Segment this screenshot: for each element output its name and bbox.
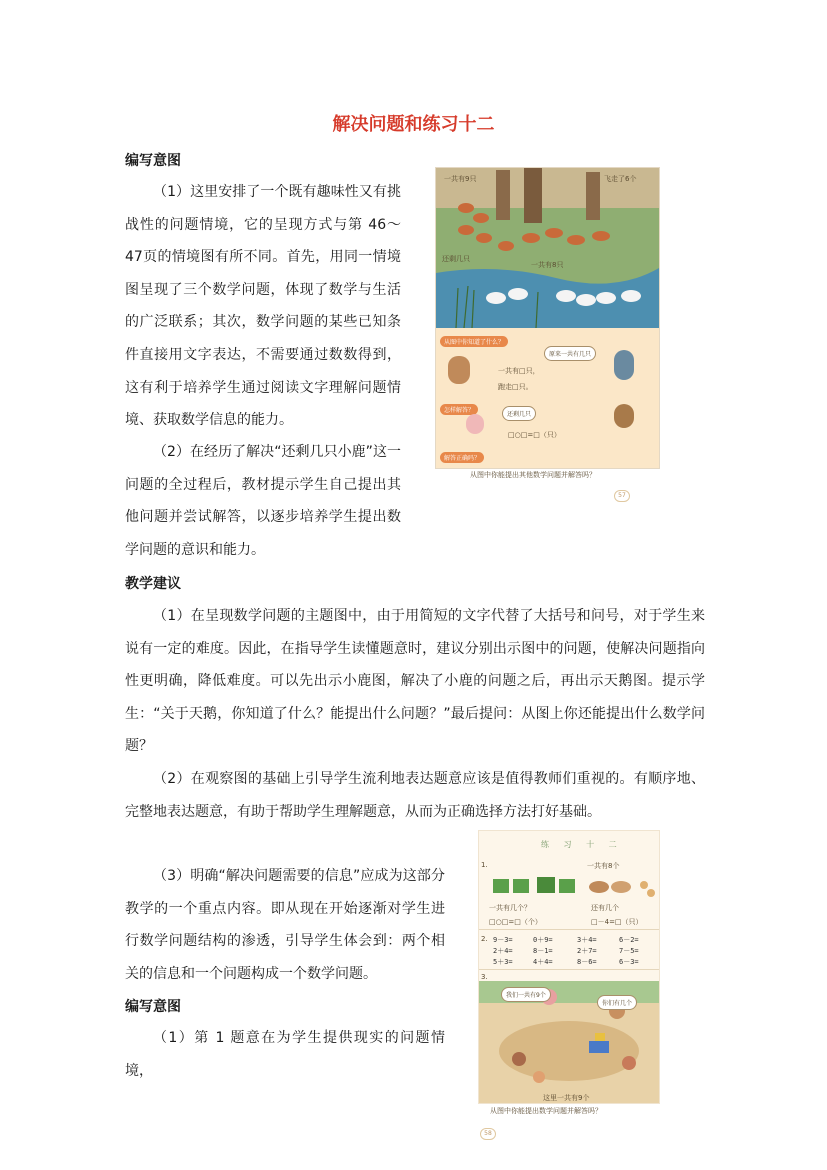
equation: 2＋4= bbox=[493, 947, 513, 955]
eq-gone: 跑走□只。 bbox=[498, 383, 533, 391]
figure2-question: 从图中你能提出数学问题并解答吗？ bbox=[490, 1107, 602, 1115]
student-avatar bbox=[614, 350, 634, 380]
equation: 5＋3= bbox=[493, 958, 513, 966]
equation: 8－1= bbox=[533, 947, 553, 955]
question-number: 3. bbox=[481, 973, 488, 981]
label-left: 还剩几只 bbox=[442, 255, 470, 263]
left-total: 一共有几个？ bbox=[489, 904, 531, 912]
section-heading-intent: 编写意图 bbox=[125, 153, 181, 169]
textbook-figure-deer-swans bbox=[435, 167, 660, 469]
paragraph: （1）这里安排了一个既有趣味性又有挑战性的问题情境，它的呈现方式与第 46～47页的情境图有所不同。首先，用同一情境图呈现了三个数学问题，体现了数学与生活的广泛联系；其次，数学问题的某些已知条件直接用文字表达，不需要通过数数得到，这有利于培养学生通过阅读文字理解问题情境、获取数学信息的能力。 bbox=[125, 184, 401, 429]
equation: 8－6= bbox=[577, 958, 597, 966]
paragraph: （2）在观察图的基础上引导学生流利地表达题意应该是值得教师们重视的。有顺序地、完整地表达题意，有助于帮助学生理解题意，从而为正确选择方法打好基础。 bbox=[125, 771, 705, 820]
sandbox-caption: 这里一共有9个 bbox=[543, 1094, 590, 1102]
right-q: 还有几个 bbox=[591, 904, 619, 912]
right-eq: □－4=□（只） bbox=[591, 918, 643, 926]
tag-right: 解答正确吗？ bbox=[440, 452, 484, 463]
equation: 2＋7= bbox=[577, 947, 597, 955]
speech-bubble: 你们有几个 bbox=[597, 995, 637, 1010]
exercise-title: 练 习 十 二 bbox=[541, 840, 623, 849]
label-swans: 一共有8只 bbox=[531, 261, 564, 269]
student-avatar bbox=[614, 404, 634, 428]
textbook-figure-exercise bbox=[478, 830, 660, 1104]
tag-know: 从图中你知道了什么？ bbox=[440, 336, 508, 347]
paragraph: （2）在经历了解决“还剩几只小鹿”这一问题的全过程后，教材提示学生自己提出其他问题并尝试解答，以逐步培养学生提出数学问题的意识和能力。 bbox=[125, 444, 401, 558]
teacher-avatar bbox=[448, 356, 470, 384]
question-number: 1. bbox=[481, 861, 488, 869]
question-number: 2. bbox=[481, 935, 488, 943]
scene-illustration bbox=[436, 168, 659, 328]
equation: 6－3= bbox=[619, 958, 639, 966]
paragraph: （3）明确“解决问题需要的信息”应成为这部分教学的一个重点内容。即从现在开始逐渐对学生进行数学问题结构的渗透，引导学生体会到：两个相关的信息和一个问题构成一个数学问题。 bbox=[125, 868, 445, 982]
page-number: 58 bbox=[480, 1128, 496, 1140]
section-heading-intent-2: 编写意图 bbox=[125, 999, 181, 1015]
speech-bubble: 原来一共有几只 bbox=[544, 346, 596, 361]
page-title: 解决问题和练习十二 bbox=[332, 114, 495, 135]
section-heading-advice: 教学建议 bbox=[125, 576, 181, 592]
eq-solve: □○□=□（只） bbox=[508, 431, 561, 439]
label-flew: 飞走了6个 bbox=[604, 175, 637, 183]
equation: 7－5= bbox=[619, 947, 639, 955]
left-eq: □○□=□（个） bbox=[489, 918, 542, 926]
equation: 4＋4= bbox=[533, 958, 553, 966]
figure1-question: 从图中你能提出其他数学问题并解答吗？ bbox=[470, 471, 596, 479]
tag-solve: 怎样解答？ bbox=[440, 404, 478, 415]
equation: 9－3= bbox=[493, 936, 513, 944]
speech-bubble: 还剩几只 bbox=[502, 406, 536, 421]
equation: 0＋9= bbox=[533, 936, 553, 944]
paragraph: （1）第 1 题意在为学生提供现实的问题情境， bbox=[125, 1030, 445, 1079]
equation: 3＋4= bbox=[577, 936, 597, 944]
speech-bubble: 我们一共有9个 bbox=[501, 987, 551, 1002]
label-total-deer: 一共有9只 bbox=[444, 175, 477, 183]
paragraph: （1）在呈现数学问题的主题图中，由于用简短的文字代替了大括号和问号，对于学生来说有一定的难度。因此，在指导学生读懂题意时，建议分别出示图中的问题，使解决问题指向性更明确，降低难度。可以先出示小鹿图，解决了小鹿的问题之后，再出示天鹅图。提示学生：“关于天鹅，你知道了什么？能提出什么问题？”最后提问：从图上你还能提出什么数学问题？ bbox=[125, 608, 705, 755]
exercise1-illustration bbox=[479, 867, 659, 907]
equation: 6－2= bbox=[619, 936, 639, 944]
right-caption: 一共有8个 bbox=[587, 862, 620, 870]
page-number: 57 bbox=[614, 490, 630, 502]
eq-total: 一共有□只， bbox=[498, 367, 540, 375]
student-avatar bbox=[466, 414, 484, 434]
